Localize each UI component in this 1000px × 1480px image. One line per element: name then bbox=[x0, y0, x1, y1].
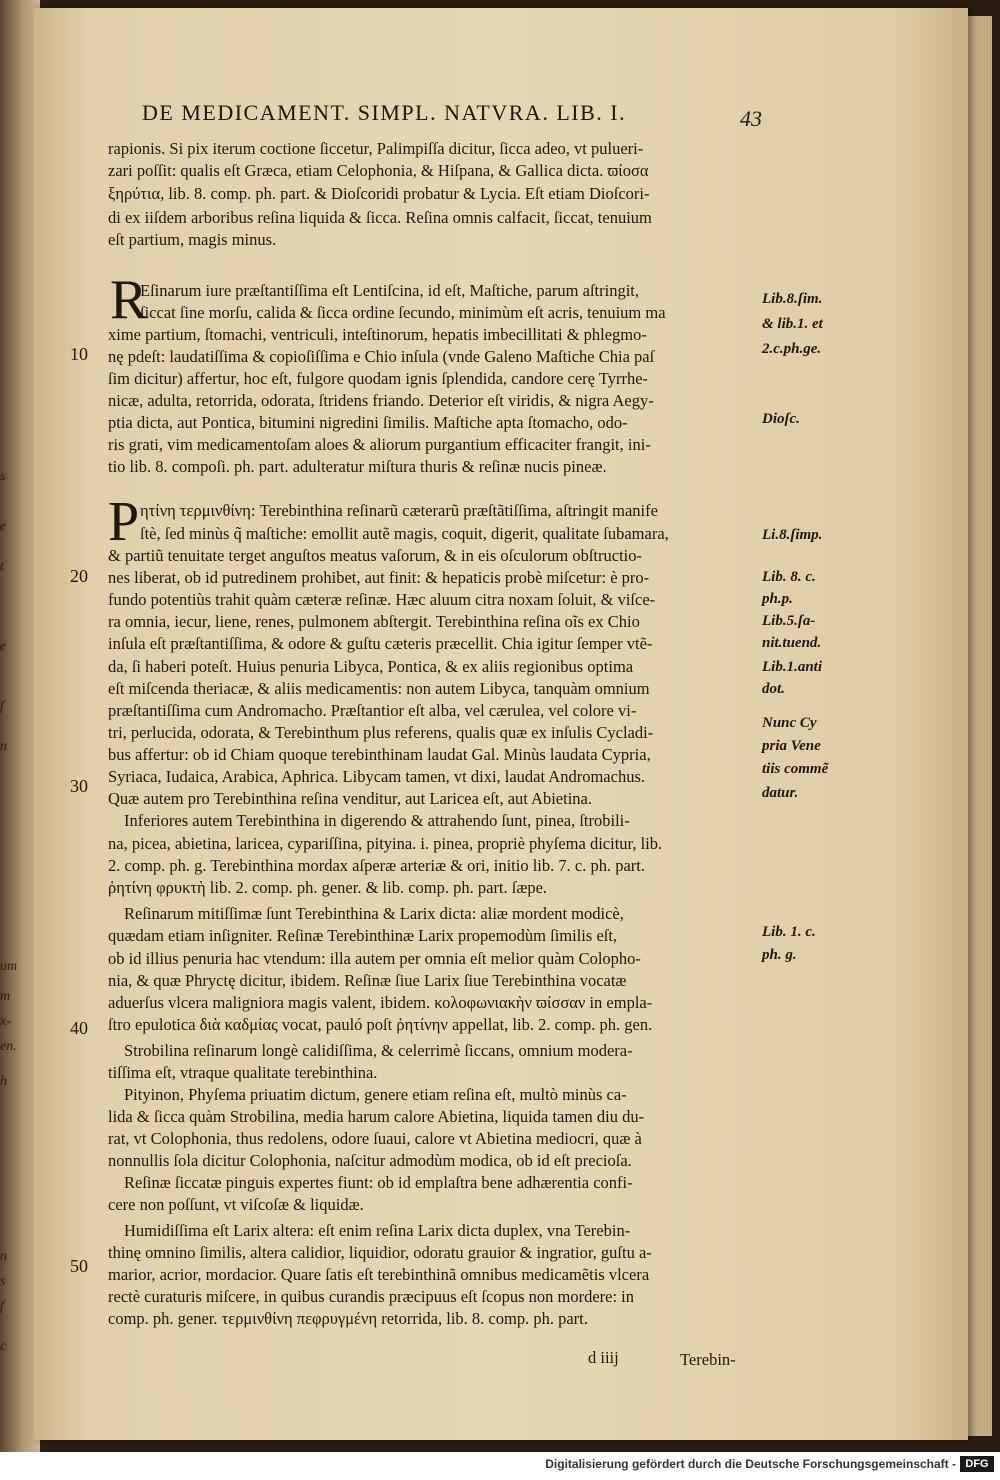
text-line: nonnullis ſola dicitur Colophonia, naſcitur admodùm modica, ob id eſt precioſa. bbox=[108, 1151, 632, 1170]
facing-page-letter: f bbox=[0, 1300, 4, 1314]
text-line: tiſſima eſt, vtraque qualitate terebinthina. bbox=[108, 1063, 378, 1082]
text-line: ſiccat ſine morſu, calida & ſicca ordine ſecundo, minimùm eſt acris, tenuium ma bbox=[140, 303, 666, 322]
text-line: Pityinon, Phyſema priuatim dictum, genere etiam reſina eſt, multò minùs ca- bbox=[124, 1085, 627, 1104]
dropcap-p: P bbox=[108, 491, 140, 553]
text-line: præſtantiſſima cum Andromacho. Præſtantior eſt alba, vel cærulea, vel colore vi- bbox=[108, 701, 637, 720]
text-line: thinę omnino ſimilis, altera calidior, liquidior, odoratu grauior & ingratior, guſtu a- bbox=[108, 1243, 652, 1262]
text-line: Humidiſſima eſt Larix altera: eſt enim reſina Larix dicta duplex, vna Terebin- bbox=[124, 1221, 631, 1240]
text-line: ξηρύτια, lib. 8. comp. ph. part. & Dioſcoridi probatur & Lycia. Eſt etiam Dioſcori- bbox=[108, 184, 650, 203]
facing-page-letter: um bbox=[0, 960, 18, 974]
facing-page-letter: x- bbox=[0, 1015, 11, 1029]
margin-note: 2.c.ph.ge. bbox=[762, 341, 822, 357]
margin-note: Lib.5.ſa- bbox=[762, 613, 816, 629]
text-line: tio lib. 8. compoſi. ph. part. adulteratur miſtura thuris & reſinæ nucis pineæ. bbox=[108, 457, 607, 476]
line-number: 30 bbox=[70, 776, 88, 796]
line-number: 10 bbox=[70, 344, 88, 364]
text-line: & partiũ tenuitate terget anguſtos meatus vaſorum, & in eis oſculorum obſtructio- bbox=[108, 546, 642, 565]
facing-page-letter: ſ bbox=[0, 700, 4, 714]
margin-note: pria Vene bbox=[762, 738, 821, 754]
text-line: rectè curaturis miſcere, in quibus curandis præcipuus eſt ſcopus non mordere: in bbox=[108, 1287, 635, 1306]
text-line: Syriaca, Iudaica, Arabica, Aphrica. Libycam tamen, vt dixi, laudat Andromachus. bbox=[108, 767, 645, 786]
text-line: di ex iiſdem arboribus reſina liquida & ſicca. Reſina omnis calfacit, ſiccat, tenuium bbox=[108, 208, 652, 227]
text-line: eſt miſcenda theriacæ, & aliis medicamentis: non autem Libyca, tanquàm omnium bbox=[108, 679, 650, 698]
text-line: Quæ autem pro Terebinthina reſina venditur, aut Laricea eſt, aut Abietina. bbox=[108, 789, 593, 808]
line-number: 20 bbox=[70, 566, 88, 586]
margin-note: ph. g. bbox=[762, 947, 797, 963]
text-line: ſtro epulotica διὰ καδμίας vocat, pauló poſt ῥητίνην appellat, lib. 2. comp. ph. gen. bbox=[108, 1015, 653, 1034]
text-line: eſt partium, magis minus. bbox=[108, 230, 277, 249]
text-line: marior, acrior, mordacior. Quare ſatis eſt terebinthinã omnibus medicamẽtis vlcera bbox=[108, 1265, 650, 1284]
text-line: nia, & quæ Phryctę dicitur, ibidem. Reſinæ ſiue Larix ſiue Terebinthina vocatæ bbox=[108, 971, 627, 990]
text-line: rat, vt Colophonia, thus redolens, odore ſuaui, calore vt Abietina mediocri, quæ à bbox=[108, 1129, 642, 1148]
text-line: tri, perlucida, odorata, & Terebinthum plus referens, qualis quæ ex inſulis Cycladi- bbox=[108, 723, 654, 742]
facing-page-letter: m bbox=[0, 990, 11, 1004]
margin-note: Lib. 8. c. bbox=[762, 569, 816, 585]
text-line: fundo potentiùs trahit quàm cæteræ reſinæ. Hæc aluum citra noxam ſoluit, & viſce- bbox=[108, 590, 656, 609]
text-line: rapionis. Si pix iterum coctione ſiccetur, Palimpiſſa dicitur, ſicca adeo, vt pulueri- bbox=[108, 139, 644, 158]
margin-note: datur. bbox=[762, 785, 799, 801]
folio-number: 43 bbox=[740, 106, 762, 131]
margin-note: tiis commẽ bbox=[762, 761, 829, 777]
text-line: quædam etiam inſigniter. Reſinæ Terebinthinæ Larix propemodùm ſimilis eſt, bbox=[108, 926, 618, 945]
margin-note: ph.p. bbox=[762, 591, 793, 607]
text-line: nicæ, adulta, retorrida, odorata, ſtridens friando. Deterior eſt viridis, & nigra Aegy- bbox=[108, 391, 654, 410]
text-line: ῥητίνη φρυκτὴ lib. 2. comp. ph. gener. & lib. comp. ph. part. ſæpe. bbox=[108, 878, 548, 897]
text-line: ſtè, ſed minùs q̃ maſtiche: emollit autẽ magis, coquit, digerit, qualitate ſubamara, bbox=[140, 524, 669, 543]
text-line: Inferiores autem Terebinthina in digerendo & attrahendo ſunt, pinea, ſtrobili- bbox=[124, 811, 630, 830]
facing-page-letter: e bbox=[0, 520, 7, 534]
text-line: nes liberat, ob id putredinem prohibet, aut finit: & hepaticis probè miſcetur: è pro- bbox=[108, 568, 650, 587]
text-line: ris grati, vim medicamentoſam aloes & aliorum purgantium efficaciter frangit, ini- bbox=[108, 435, 651, 454]
text-line: na, picea, abietina, laricea, cypariſſina, pityina. i. pinea, propriè phyſema dicitur, lib. bbox=[108, 834, 663, 853]
facing-page-letter: n bbox=[0, 740, 7, 754]
facing-page-letter: s bbox=[0, 470, 6, 484]
text-line: cere non poſſunt, vt viſcoſæ & liquidæ. bbox=[108, 1195, 364, 1214]
text-line: xime partium, ſtomachi, ventriculi, inteſtinorum, hepatis imbecillitati & phlegmo- bbox=[108, 325, 647, 344]
text-line: Reſinæ ſiccatæ pinguis expertes fiunt: ob id emplaſtra bene adhærentia confi- bbox=[124, 1173, 633, 1192]
text-line: ra omnia, iecur, liene, renes, pulmonem abſtergit. Terebinthina reſina oĩs ex Chio bbox=[108, 612, 640, 631]
margin-note: dot. bbox=[762, 681, 785, 697]
text-line: nę pdeſt: laudatiſſima & copioſiſſima e Chio inſula (vnde Galeno Maſtiche Chia paſ bbox=[108, 347, 655, 366]
facing-page-letter: h bbox=[0, 1075, 7, 1089]
text-line: inſula eſt præſtantiſſima, & odore & guſtu cæteris præcellit. Chia igitur ſemper vtẽ- bbox=[108, 634, 653, 653]
facing-page-letter: e bbox=[0, 640, 7, 654]
margin-note: Lib.8.ſim. bbox=[762, 291, 823, 307]
text-line: ſim dicitur) affertur, hoc eſt, fulgore quodam ignis ſplendida, candore cerę Tyrrhe- bbox=[108, 369, 649, 388]
margin-note: nit.tuend. bbox=[762, 635, 822, 651]
margin-note: Lib. 1. c. bbox=[762, 924, 816, 940]
margin-note: Lib.1.anti bbox=[762, 659, 823, 675]
facing-page-letter: en. bbox=[0, 1040, 17, 1054]
signature-mark: d iiij bbox=[588, 1348, 619, 1367]
text-line: Eſinarum iure præſtantiſſima eſt Lentiſcina, id eſt, Maſtiche, parum aſtringit, bbox=[140, 281, 639, 300]
running-title: DE MEDICAMENT. SIMPL. NATVRA. LIB. I. bbox=[142, 100, 627, 125]
facing-page-letter: c bbox=[0, 1340, 7, 1354]
margin-note: Nunc Cy bbox=[762, 715, 817, 731]
text-line: aduerſus vlcera maligniora magis valent, ibidem. κολοφωνιακὴν ϖίσσαν in empla- bbox=[108, 993, 653, 1012]
text-line: ptia dicta, aut Pontica, bitumini nigredini ſimilis. Maſtiche apta ſtomacho, odo- bbox=[108, 413, 628, 432]
facing-page-letter: t bbox=[0, 560, 4, 574]
margin-note: Li.8.ſimp. bbox=[762, 527, 823, 543]
text-line: da, ſi haberi poteſt. Huius penuria Libyca, Pontica, & ex aliis regionibus optima bbox=[108, 657, 634, 676]
text-line: zari poſſit: qualis eſt Græca, etiam Celophonia, & Hiſpana, & Gallica dicta. ϖίοσα bbox=[108, 161, 649, 180]
line-number: 40 bbox=[70, 1018, 88, 1038]
facing-page-letter: n bbox=[0, 1250, 7, 1264]
dfg-logo: DFG bbox=[960, 1456, 994, 1472]
text-line: lida & ſicca quàm Strobilina, media harum calore Abietina, liquida tamen diu du- bbox=[108, 1107, 645, 1126]
catchword: Terebin- bbox=[680, 1350, 736, 1369]
facing-page-letter: s bbox=[0, 1275, 6, 1289]
line-number: 50 bbox=[70, 1256, 88, 1276]
text-line: bus affertur: ob id Chiam quoque terebinthinam laudat Gal. Minùs laudata Cypria, bbox=[108, 745, 651, 764]
text-line: 2. comp. ph. g. Terebinthina mordax aſperæ arteriæ & ori, initio lib. 7. c. ph. part. bbox=[108, 856, 645, 875]
margin-note: & lib.1. et bbox=[762, 316, 823, 332]
digitization-credit: Digitalisierung gefördert durch die Deutsche Forschungsgemeinschaft - bbox=[545, 1457, 956, 1471]
dropcap-r: R bbox=[110, 269, 148, 331]
text-line: Reſinarum mitiſſimæ ſunt Terebinthina & Larix dicta: aliæ mordent modicè, bbox=[124, 904, 624, 923]
text-line: comp. ph. gener. τερμινθίνη πεφρυγμένη retorrida, lib. 8. comp. ph. part. bbox=[108, 1309, 588, 1328]
text-line: ητίνη τερμινθίνη: Terebinthina reſinarũ cæterarũ præſtãtiſſima, aſtringit manife bbox=[140, 501, 658, 520]
margin-note: Dioſc. bbox=[762, 411, 800, 427]
text-line: ob id illius penuria hac vtendum: illa autem per omnia eſt melior quàm Colopho- bbox=[108, 949, 641, 968]
text-line: Strobilina reſinarum longè calidiſſima, & celerrimè ſiccans, omnium modera- bbox=[124, 1041, 633, 1060]
